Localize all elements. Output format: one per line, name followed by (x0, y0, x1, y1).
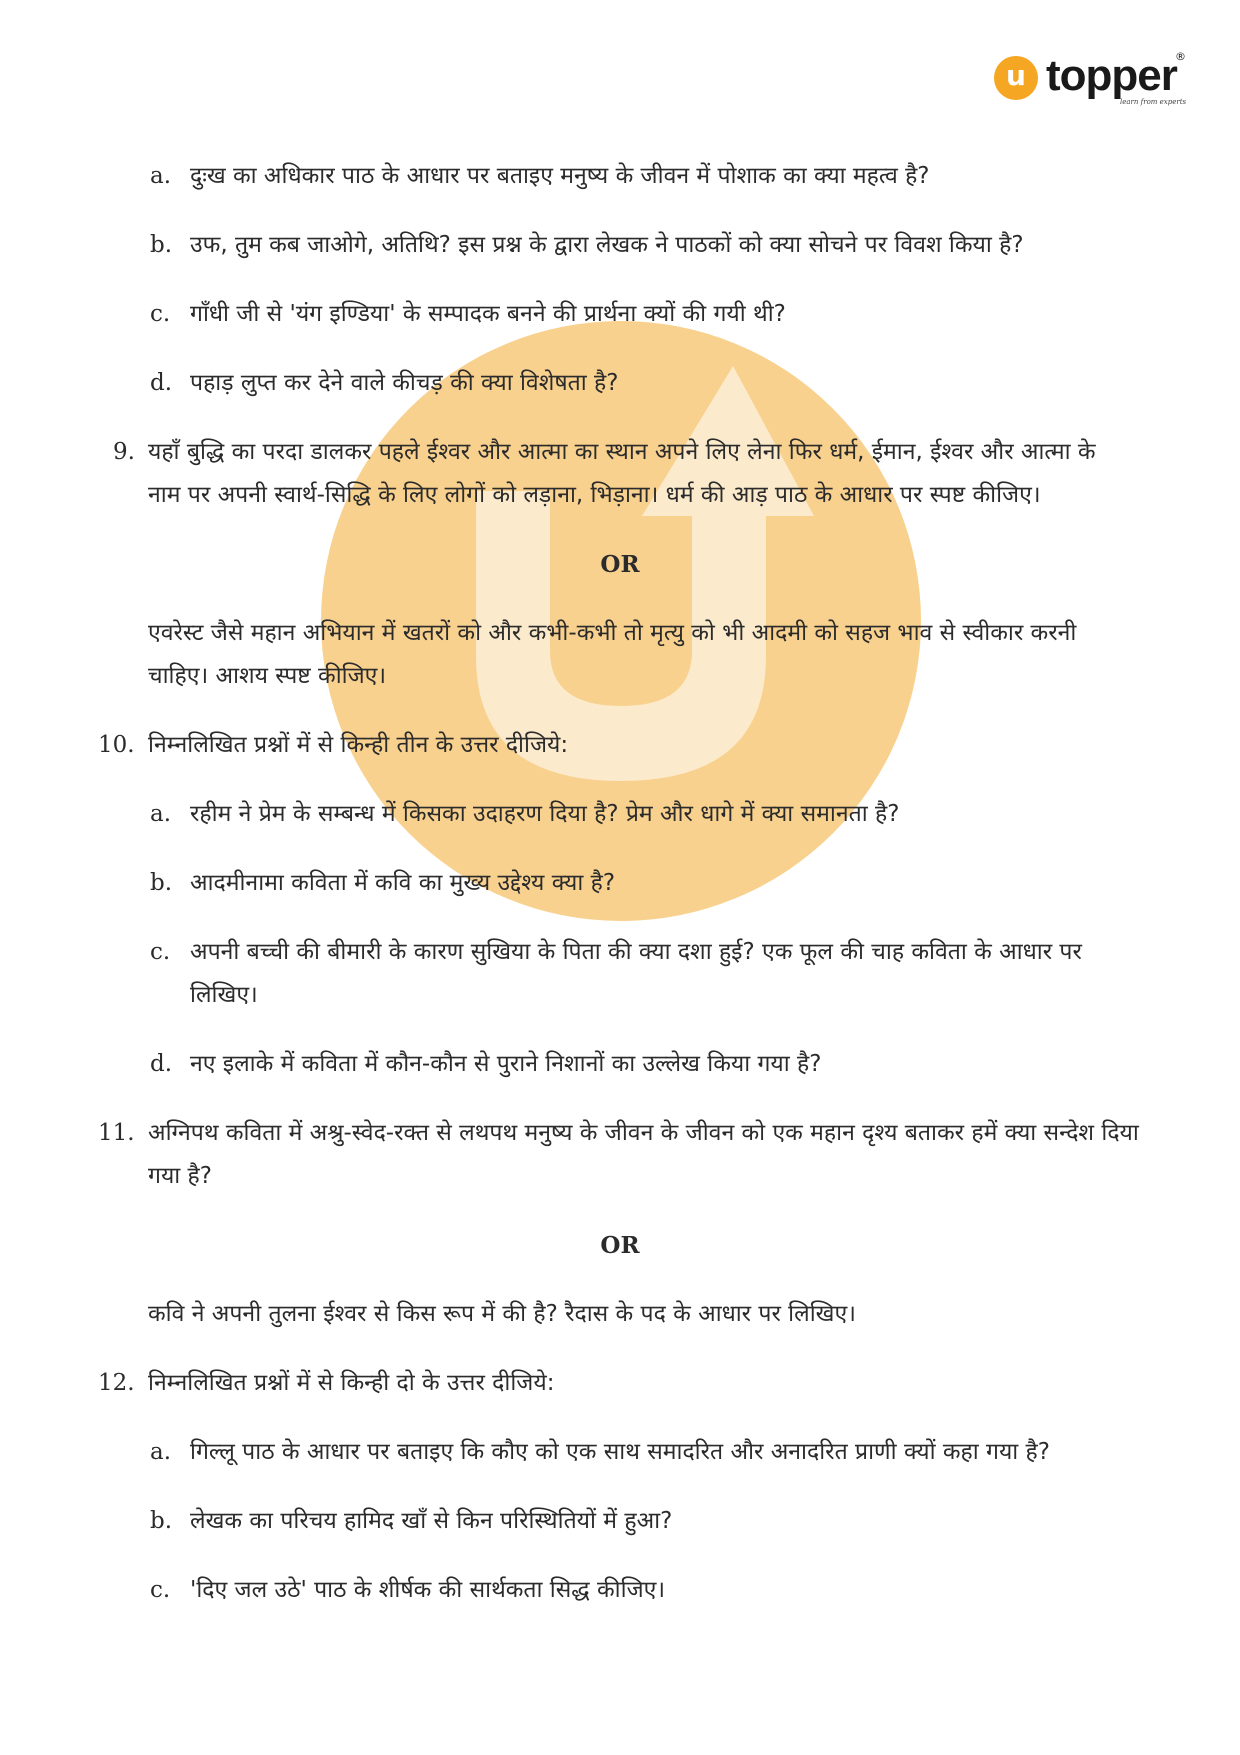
part-label: a. (150, 801, 172, 827)
question-text: कवि ने अपनी तुलना ईश्वर से किस रूप में की है? रैदास के पद के आधार पर लिखिए। (148, 1301, 856, 1327)
question-text: दुःख का अधिकार पाठ के आधार पर बताइए मनुष्य के जीवन में पोशाक का क्या महत्व है? (190, 163, 930, 189)
question-text: आदमीनामा कविता में कवि का मुख्य उद्देश्य क्या है? (190, 870, 616, 896)
part-label: c. (150, 301, 171, 327)
question-text: 'दिए जल उठे' पाठ के शीर्षक की सार्थकता सिद्ध कीजिए। (190, 1577, 666, 1603)
question-number: 9. (113, 439, 135, 465)
question-text-line: नाम पर अपनी स्वार्थ-सिद्धि के लिए लोगों को लड़ाना, भिड़ाना। धर्म की आड़ पाठ के आधार पर स्पष्ट कीजिए। (148, 482, 1041, 508)
part-label: c. (150, 939, 171, 965)
or-separator: OR (600, 1232, 640, 1259)
or-separator: OR (600, 551, 640, 578)
part-label: d. (150, 1051, 173, 1077)
question-number: 12. (98, 1370, 135, 1396)
question-text: पहाड़ लुप्त कर देने वाले कीचड़ की क्या विशेषता है? (190, 370, 619, 396)
question-text: लेखक का परिचय हामिद खाँ से किन परिस्थितियों में हुआ? (190, 1508, 673, 1534)
part-label: d. (150, 370, 173, 396)
brand-mark: u (1006, 59, 1026, 92)
question-text-line: अग्निपथ कविता में अश्रु-स्वेद-रक्त से लथपथ मनुष्य के जीवन के जीवन को एक महान दृश्य बताकर हमें क्या सन्देश दिया (148, 1120, 1139, 1146)
part-label: b. (150, 870, 173, 896)
part-label: a. (150, 163, 172, 189)
question-text: निम्नलिखित प्रश्नों में से किन्ही तीन के उत्तर दीजिये: (148, 732, 569, 758)
part-label: c. (150, 1577, 171, 1603)
question-number: 11. (98, 1120, 135, 1146)
part-label: b. (150, 232, 173, 258)
brand-name: topper (1046, 51, 1177, 100)
brand-logo (994, 48, 1187, 110)
question-text-line: अपनी बच्ची की बीमारी के कारण सुखिया के पिता की क्या दशा हुई? एक फूल की चाह कविता के आधार पर (190, 939, 1082, 965)
question-text-line: गया है? (148, 1163, 212, 1189)
question-text-line: चाहिए। आशय स्पष्ट कीजिए। (148, 663, 387, 689)
brand-tagline: learn from experts (1120, 98, 1187, 106)
question-number: 10. (98, 732, 135, 758)
registered-mark: ® (1175, 50, 1186, 63)
part-label: a. (150, 1439, 172, 1465)
question-text: गाँधी जी से 'यंग इण्डिया' के सम्पादक बनने की प्रार्थना क्यों की गयी थी? (190, 301, 786, 327)
question-text-line: यहाँ बुद्धि का परदा डालकर पहले ईश्वर और आत्मा का स्थान अपने लिए लेना फिर धर्म, ईमान, ईश्वर और आत्मा के (148, 439, 1096, 465)
question-text: उफ, तुम कब जाओगे, अतिथि? इस प्रश्न के द्वारा लेखक ने पाठकों को क्या सोचने पर विवश किया है? (190, 232, 1024, 258)
part-label: b. (150, 1508, 173, 1534)
question-text: गिल्लू पाठ के आधार पर बताइए कि कौए को एक साथ समादरित और अनादरित प्राणी क्यों कहा गया है? (190, 1439, 1050, 1465)
question-text-line: लिखिए। (190, 982, 258, 1008)
question-text-line: एवरेस्ट जैसे महान अभियान में खतरों को और कभी-कभी तो मृत्यु को भी आदमी को सहज भाव से स्वीकार करनी (148, 620, 1077, 646)
question-text: नए इलाके में कविता में कौन-कौन से पुराने निशानों का उल्लेख किया गया है? (190, 1051, 822, 1077)
question-text: निम्नलिखित प्रश्नों में से किन्ही दो के उत्तर दीजिये: (148, 1370, 555, 1396)
question-text: रहीम ने प्रेम के सम्बन्ध में किसका उदाहरण दिया है? प्रेम और धागे में क्या समानता है? (190, 801, 900, 827)
